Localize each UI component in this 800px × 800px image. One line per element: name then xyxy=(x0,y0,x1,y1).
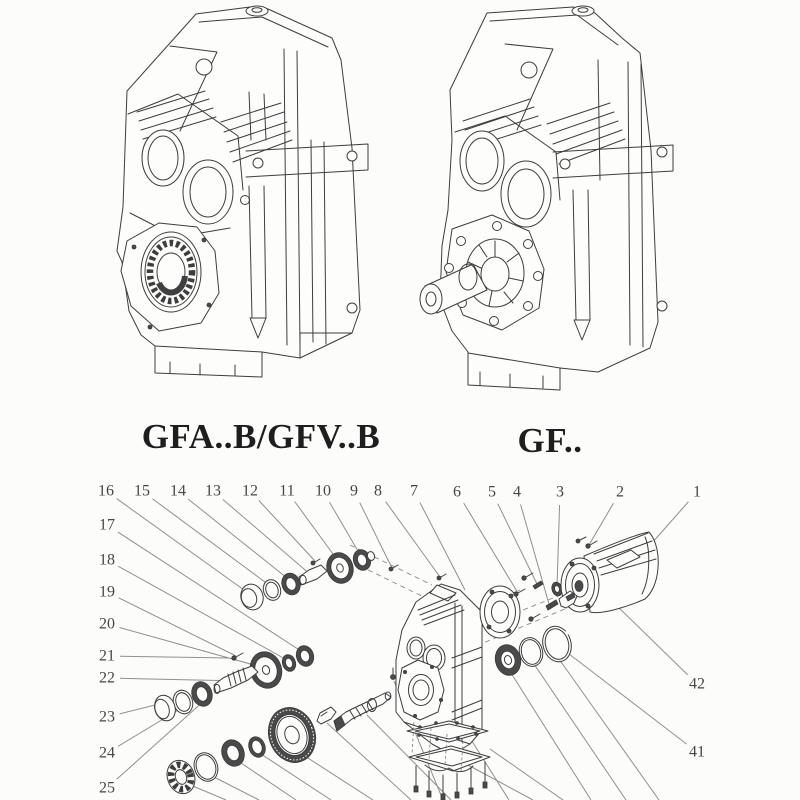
callout-number: 10 xyxy=(315,482,331,500)
leader-line xyxy=(120,656,229,658)
callout-number: 16 xyxy=(98,482,114,500)
callout-number: 8 xyxy=(374,482,382,500)
leader-line xyxy=(613,602,688,675)
bolt xyxy=(529,617,533,621)
callout-number: 7 xyxy=(410,482,418,500)
leader-line xyxy=(490,749,563,800)
leader-line xyxy=(152,499,273,588)
leader-line xyxy=(464,503,518,593)
callout-number: 25 xyxy=(99,779,115,797)
model-label-gfa: GFA..B/GFV..B xyxy=(141,417,381,456)
leader-line xyxy=(119,598,236,656)
gfa-gearbox-drawing xyxy=(117,6,368,377)
bolt-hole xyxy=(253,158,263,168)
bolt-hole xyxy=(347,151,357,161)
callout-number: 19 xyxy=(99,583,115,601)
callout-number: 6 xyxy=(453,483,461,501)
screw xyxy=(389,567,393,571)
callout-number: 18 xyxy=(99,551,115,569)
callout-number: 17 xyxy=(99,516,115,534)
leader-line xyxy=(386,502,440,577)
bearing-cap xyxy=(238,581,267,613)
callout-number: 13 xyxy=(205,482,221,500)
callout-number: 12 xyxy=(242,482,258,500)
leader-line xyxy=(330,502,362,558)
leader-line xyxy=(511,673,591,800)
callout-number: 4 xyxy=(513,483,521,501)
bolt-hole xyxy=(521,62,537,78)
leader-line xyxy=(559,659,659,800)
leader-line xyxy=(560,647,687,744)
motor xyxy=(559,532,658,613)
splined-shaft xyxy=(214,666,258,693)
callout-number: 21 xyxy=(99,647,115,665)
leader-line xyxy=(498,504,537,584)
callout-number: 42 xyxy=(689,675,705,693)
callout-number: 11 xyxy=(279,482,295,500)
bolt xyxy=(586,544,590,548)
leader-line xyxy=(118,566,287,660)
exploded-parts-diagram xyxy=(151,532,658,800)
leader-line xyxy=(327,723,411,800)
callout-number: 22 xyxy=(99,669,115,687)
bolt-hole xyxy=(241,196,250,205)
bolt xyxy=(576,539,580,543)
callout-number: 5 xyxy=(488,483,496,501)
leader-line xyxy=(468,765,533,800)
input-shaft-assembly xyxy=(238,547,376,612)
callout-number: 15 xyxy=(134,482,150,500)
oil-pan-assembly xyxy=(407,721,490,800)
bolt xyxy=(514,592,518,596)
leader-line xyxy=(259,501,315,561)
bolt xyxy=(522,576,526,580)
screw xyxy=(232,656,236,660)
leader-line xyxy=(589,503,613,545)
callout-number: 23 xyxy=(99,708,115,726)
leader-line xyxy=(652,502,688,543)
leader-line xyxy=(117,499,251,595)
gf-gearbox-drawing xyxy=(420,6,673,390)
leader-line xyxy=(297,751,373,800)
callout-number: 20 xyxy=(99,615,115,633)
callout-number: 14 xyxy=(170,482,186,500)
bolt-hole xyxy=(347,303,357,313)
callout-number: 2 xyxy=(616,483,624,501)
screw xyxy=(311,561,315,565)
screw xyxy=(437,576,441,580)
leader-line xyxy=(420,503,465,590)
pin xyxy=(533,581,543,589)
bolt-hole xyxy=(196,59,212,75)
callout-number: 41 xyxy=(689,743,705,761)
callout-number: 1 xyxy=(693,483,701,501)
stud xyxy=(391,675,396,680)
callout-number: 24 xyxy=(99,744,115,762)
pin xyxy=(317,707,336,724)
callout-number: 3 xyxy=(556,483,564,501)
leader-line xyxy=(557,505,560,587)
model-label-gf: GF.. xyxy=(517,421,583,460)
leader-line xyxy=(188,499,292,582)
callout-number: 9 xyxy=(350,482,358,500)
